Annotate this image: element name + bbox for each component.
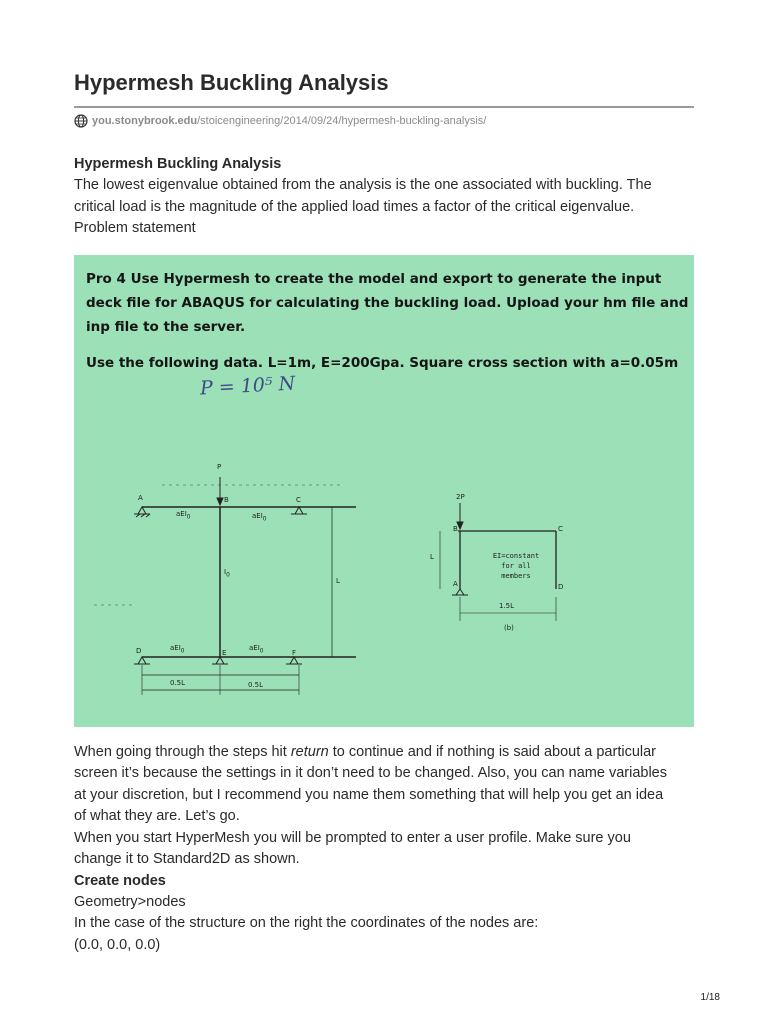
left-node-e: E: [222, 649, 227, 657]
right-node-d: D: [558, 583, 564, 591]
right-note: EI=constant for all members: [492, 552, 540, 580]
right-l-dim: L: [430, 553, 434, 561]
page-number: 1/18: [700, 992, 720, 1003]
steps-paragraph-line-3: at your discretion, but I recommend you name them something that will help you get an idea: [74, 787, 664, 803]
title-divider: [74, 106, 694, 108]
left-l-dim: L: [336, 577, 340, 585]
left-half-span-1: 0.5L: [170, 679, 186, 687]
create-nodes-heading: Create nodes: [74, 873, 166, 889]
steps-paragraph-line-4: of what they are. Let’s go.: [74, 808, 240, 824]
figure-line-1: Pro 4 Use Hypermesh to create the model and export to generate the input: [86, 271, 662, 287]
right-node-b: B: [453, 525, 458, 533]
right-node-c: C: [558, 525, 563, 533]
right-node-a: A: [453, 580, 458, 588]
section-heading: Hypermesh Buckling Analysis: [74, 156, 282, 172]
figure-line-4: Use the following data. L=1m, E=200Gpa. Square cross section with a=0.05m: [86, 355, 679, 371]
source-path[interactable]: /stoicengineering/2014/09/24/hypermesh-buckling-analysis/: [197, 115, 487, 127]
page-title: Hypermesh Buckling Analysis: [74, 70, 389, 95]
coords-first-node: (0.0, 0.0, 0.0): [74, 937, 161, 953]
globe-icon: [74, 114, 88, 128]
left-node-d: D: [136, 647, 142, 655]
left-node-a: A: [138, 494, 143, 502]
left-node-c: C: [296, 496, 301, 504]
frame-diagrams: [74, 255, 694, 727]
left-aei-ab: aEI$_0$: [176, 510, 191, 521]
left-i0-label: $I_0$: [224, 568, 230, 579]
source-link[interactable]: [74, 114, 486, 128]
figure-line-3: inp file to the server.: [86, 319, 246, 335]
right-load-label: 2P: [456, 493, 465, 501]
profile-paragraph-line-1: When you start HyperMesh you will be prompted to enter a user profile. Make sure you: [74, 830, 631, 846]
intro-line-1: The lowest eigenvalue obtained from the analysis is the one associated with buckling. The: [74, 177, 652, 193]
right-width-dim: 1.5L: [499, 602, 515, 610]
left-half-span-2: 0.5L: [248, 681, 264, 689]
geometry-nodes-path: Geometry>nodes: [74, 894, 186, 910]
left-node-b: B: [224, 496, 229, 504]
problem-statement-label: Problem statement: [74, 220, 196, 236]
left-load-label: P: [217, 463, 222, 471]
source-domain[interactable]: you.stonybrook.edu: [92, 115, 198, 127]
handwritten-load: P = 10⁵ N: [199, 372, 296, 400]
steps-paragraph-line-2: screen it’s because the settings in it don’t need to be changed. Also, you can name variables: [74, 765, 667, 781]
figure-line-2: deck file for ABAQUS for calculating the buckling load. Upload your hm file and: [86, 295, 689, 311]
profile-paragraph-line-2: change it to Standard2D as shown.: [74, 851, 300, 867]
left-aei-bc: aEI$_0$: [252, 512, 267, 523]
problem-figure: [74, 255, 694, 727]
left-aei-de: aEI$_0$: [170, 644, 185, 655]
left-aei-ef: aEI$_0$: [249, 644, 264, 655]
coords-intro: In the case of the structure on the right the coordinates of the nodes are:: [74, 915, 539, 931]
intro-line-2: critical load is the magnitude of the applied load times a factor of the critical eigenvalue.: [74, 199, 635, 215]
steps-paragraph-line-1: When going through the steps hit return to continue and if nothing is said about a particular: [74, 744, 657, 760]
right-frame-tag: (b): [504, 624, 514, 632]
left-node-f: F: [292, 649, 297, 657]
